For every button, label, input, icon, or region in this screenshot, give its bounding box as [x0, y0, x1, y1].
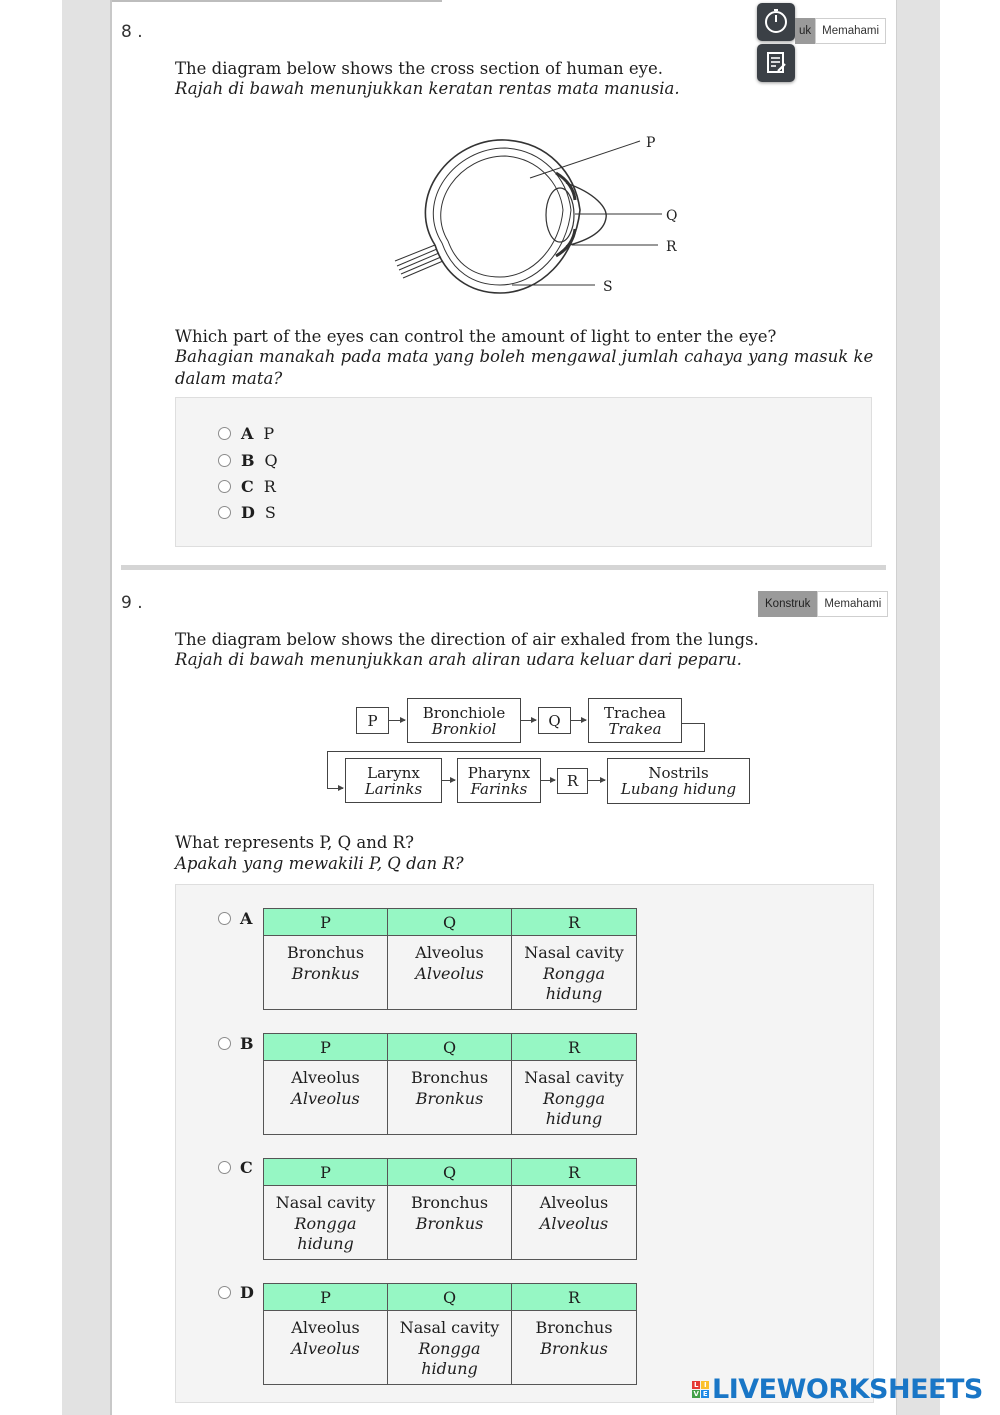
q9-intro-ms: Rajah di bawah menunjukkan arah aliran udara keluar dari peparu.	[175, 650, 742, 669]
q9-question-en: What represents P, Q and R?	[175, 833, 414, 852]
right-gutter-border	[896, 0, 897, 1415]
flow-arrow	[327, 788, 343, 789]
q9-tags	[758, 591, 888, 617]
left-gutter	[62, 0, 112, 1415]
q9-option-c-table: P Q R Nasal cavity Rongga hidung Bronchus Bronkus Alveolus Alveolus	[263, 1158, 637, 1260]
flow-arrow	[521, 720, 536, 721]
question-number-9: 9 .	[121, 593, 143, 613]
q8-question-ms-line1: Bahagian manakah pada mata yang boleh mengawal jumlah cahaya yang masuk ke	[175, 347, 874, 366]
q8-options-box	[175, 397, 872, 547]
q8-option-c[interactable]: C R	[218, 476, 276, 496]
timer-button[interactable]	[757, 3, 795, 41]
flow-arrow	[389, 720, 405, 721]
right-gutter	[897, 0, 940, 1415]
flow-arrow	[442, 780, 455, 781]
flow-box-p: P	[356, 707, 389, 734]
q8-option-a[interactable]: A P	[218, 423, 274, 443]
q9-intro-en: The diagram below shows the direction of air exhaled from the lungs.	[175, 630, 759, 649]
flow-box-bronchiole: Bronchiole Bronkiol	[407, 698, 521, 743]
eye-cross-section-diagram	[390, 128, 700, 300]
q8-question-ms-line2: dalam mata?	[175, 369, 283, 388]
q8-option-b[interactable]: B Q	[218, 450, 278, 470]
eye-label-p: P	[646, 135, 656, 151]
q9-option-d[interactable]: D	[218, 1283, 254, 1302]
flow-box-nostrils: Nostrils Lubang hidung	[607, 758, 750, 804]
q8-tag-construct: uk	[795, 18, 815, 44]
radio-button[interactable]	[218, 1286, 231, 1299]
radio-button[interactable]	[218, 912, 231, 925]
q9-option-b[interactable]: B	[218, 1034, 254, 1053]
notes-button[interactable]	[757, 44, 795, 82]
liveworksheets-logo-icon: L I V E	[693, 1381, 708, 1398]
q8-intro-en: The diagram below shows the cross section of human eye.	[175, 59, 663, 78]
q8-tag-level: Memahami	[815, 18, 886, 44]
q9-option-b-table: P Q R Alveolus Alveolus Bronchus Bronkus Nasal cavity Rongga hidung	[263, 1033, 637, 1135]
eye-label-s: S	[603, 279, 613, 295]
flow-arrow	[541, 780, 555, 781]
left-gutter-border	[110, 0, 112, 1415]
flow-arrow	[588, 780, 605, 781]
radio-button[interactable]	[218, 1161, 231, 1174]
q9-option-c[interactable]: C	[218, 1158, 253, 1177]
flow-box-larynx: Larynx Larinks	[345, 758, 442, 803]
q9-option-d-table: P Q R Alveolus Alveolus Nasal cavity Rongga hidung Bronchus Bronkus	[263, 1283, 637, 1385]
stopwatch-icon	[757, 3, 795, 41]
radio-button[interactable]	[218, 480, 231, 493]
q8-question-en: Which part of the eyes can control the amount of light to enter the eye?	[175, 327, 777, 346]
flow-box-q: Q	[538, 707, 571, 734]
q9-question-ms: Apakah yang mewakili P, Q dan R?	[175, 854, 464, 873]
eye-label-q: Q	[666, 208, 678, 224]
question-divider	[121, 565, 886, 570]
edit-note-icon	[757, 44, 795, 82]
flow-box-trachea: Trachea Trakea	[588, 698, 682, 743]
question-number-8: 8 .	[121, 22, 143, 42]
radio-button[interactable]	[218, 454, 231, 467]
top-divider	[112, 0, 442, 2]
q8-tags	[795, 18, 886, 44]
radio-button[interactable]	[218, 427, 231, 440]
radio-button[interactable]	[218, 506, 231, 519]
flow-box-r: R	[557, 768, 588, 794]
flow-box-pharynx: Pharynx Farinks	[457, 758, 541, 803]
q8-intro-ms: Rajah di bawah menunjukkan keratan rentas mata manusia.	[175, 79, 680, 98]
brand-name: LIVEWORKSHEETS	[712, 1374, 983, 1405]
q9-tag-construct: Konstruk	[758, 591, 817, 617]
eye-label-r: R	[666, 239, 677, 255]
q8-option-d[interactable]: D S	[218, 502, 276, 522]
liveworksheets-logo	[692, 1374, 983, 1405]
q9-option-a-table: P Q R Bronchus Bronkus Alveolus Alveolus Nasal cavity Rongga hidung	[263, 908, 637, 1010]
flow-arrow	[571, 720, 586, 721]
q9-tag-level: Memahami	[817, 591, 888, 617]
radio-button[interactable]	[218, 1037, 231, 1050]
q9-option-a[interactable]: A	[218, 909, 252, 928]
